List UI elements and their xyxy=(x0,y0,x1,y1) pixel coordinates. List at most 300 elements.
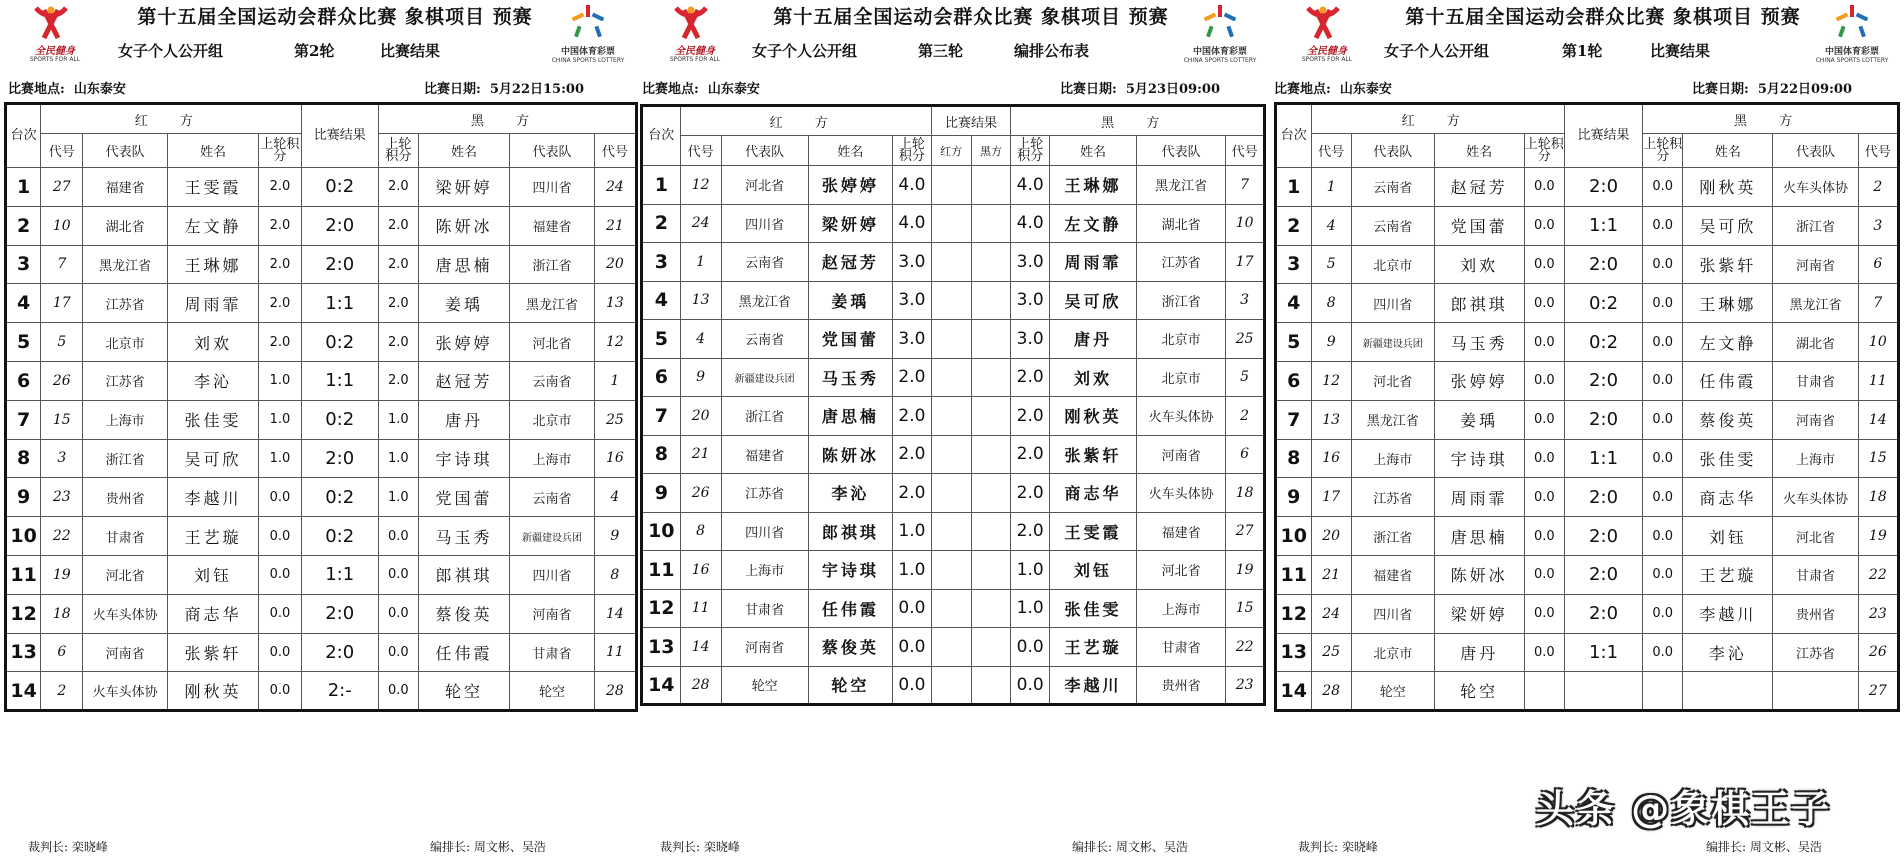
red-team: 上海市 xyxy=(1351,439,1434,478)
code-header: 代号 xyxy=(1311,134,1351,168)
black-code: 7 xyxy=(1858,284,1898,323)
black-team: 黑龙江省 xyxy=(510,284,594,323)
red-prev-points: 4.0 xyxy=(893,166,932,205)
table-number: 12 xyxy=(6,594,41,633)
round-label: 第三轮 xyxy=(918,42,964,60)
red-team: 四川省 xyxy=(1351,594,1434,633)
red-prev-points: 0.0 xyxy=(1524,478,1564,517)
red-code: 15 xyxy=(41,400,83,439)
table-number: 3 xyxy=(6,245,41,284)
team-header: 代表队 xyxy=(721,136,808,166)
table-row xyxy=(642,589,1265,628)
match-result: 2:0 xyxy=(1564,555,1642,594)
black-code: 19 xyxy=(1226,551,1265,590)
results-table xyxy=(1274,102,1900,712)
red-name: 李沁 xyxy=(167,361,258,400)
arranger-label: 编排长: 周文彬、吴浩 xyxy=(1706,840,1822,854)
red-team: 江苏省 xyxy=(721,474,808,513)
red-prev-points: 0.0 xyxy=(1524,245,1564,284)
black-code: 16 xyxy=(594,439,636,478)
black-team: 湖北省 xyxy=(1136,204,1225,243)
match-result: 1:1 xyxy=(1564,439,1642,478)
pairings-body xyxy=(642,166,1265,705)
black-team: 浙江省 xyxy=(1773,206,1858,245)
black-team: 贵州省 xyxy=(1773,594,1858,633)
red-name: 张婷婷 xyxy=(1434,361,1524,400)
red-code: 11 xyxy=(680,589,721,628)
black-code: 26 xyxy=(1858,633,1898,672)
red-name: 梁妍婷 xyxy=(808,204,893,243)
table-number: 14 xyxy=(6,672,41,711)
match-result: 0:2 xyxy=(301,323,378,362)
table-number: 13 xyxy=(642,628,681,667)
red-code: 8 xyxy=(680,512,721,551)
name-header: 姓名 xyxy=(808,136,893,166)
red-name: 郎祺琪 xyxy=(1434,284,1524,323)
match-result: 2:0 xyxy=(1564,517,1642,556)
black-name: 任伟霞 xyxy=(418,633,509,672)
red-code: 22 xyxy=(41,517,83,556)
black-prev-points: 2.0 xyxy=(378,323,418,362)
black-prev-points: 1.0 xyxy=(378,478,418,517)
sheet-round2-results xyxy=(0,0,640,857)
table-number: 2 xyxy=(642,204,681,243)
black-name: 王琳娜 xyxy=(1050,166,1137,205)
black-code: 25 xyxy=(1226,320,1265,359)
table-row xyxy=(642,397,1265,436)
red-code: 2 xyxy=(41,672,83,711)
black-name: 陈妍冰 xyxy=(418,206,509,245)
red-team: 新疆建设兵团 xyxy=(721,358,808,397)
red-prev-points: 2.0 xyxy=(893,397,932,436)
black-prev-points: 0.0 xyxy=(1011,628,1050,667)
black-code: 22 xyxy=(1858,555,1898,594)
match-result: 1:1 xyxy=(1564,206,1642,245)
red-code: 9 xyxy=(1311,323,1351,362)
black-name: 张婷婷 xyxy=(418,323,509,362)
results-body xyxy=(6,168,637,711)
sports-for-all-logo: 全民健身 SPORTS FOR ALL xyxy=(654,4,734,64)
black-name: 左文静 xyxy=(1050,204,1137,243)
black-team: 火车头体协 xyxy=(1136,474,1225,513)
black-name: 王艺璇 xyxy=(1683,555,1773,594)
black-result xyxy=(971,166,1011,205)
black-prev-points: 4.0 xyxy=(1011,166,1050,205)
red-team: 河北省 xyxy=(1351,361,1434,400)
red-code: 23 xyxy=(41,478,83,517)
red-name: 赵冠芳 xyxy=(1434,168,1524,207)
black-prev-points: 0.0 xyxy=(1643,555,1683,594)
red-team: 云南省 xyxy=(721,243,808,282)
red-name: 宇诗琪 xyxy=(808,551,893,590)
table-number: 8 xyxy=(642,435,681,474)
black-prev-points: 0.0 xyxy=(1643,594,1683,633)
table-number: 9 xyxy=(642,474,681,513)
red-prev-points: 2.0 xyxy=(259,206,301,245)
red-name: 李沁 xyxy=(808,474,893,513)
red-prev-points: 4.0 xyxy=(893,204,932,243)
match-result: 2:0 xyxy=(1564,594,1642,633)
black-code: 14 xyxy=(594,594,636,633)
table-number: 10 xyxy=(6,517,41,556)
results-body xyxy=(1276,168,1899,711)
match-result: 0:2 xyxy=(301,400,378,439)
red-prev-points: 0.0 xyxy=(893,666,932,705)
black-result xyxy=(971,666,1011,705)
red-name: 刘欢 xyxy=(167,323,258,362)
red-name: 姜瑀 xyxy=(1434,400,1524,439)
black-code: 10 xyxy=(1226,204,1265,243)
black-result xyxy=(971,628,1011,667)
black-code: 25 xyxy=(594,400,636,439)
black-name: 赵冠芳 xyxy=(418,361,509,400)
red-team: 轮空 xyxy=(721,666,808,705)
black-name: 王雯霞 xyxy=(1050,512,1137,551)
table-number: 3 xyxy=(642,243,681,282)
table-number: 12 xyxy=(1276,594,1312,633)
red-result xyxy=(931,512,971,551)
red-code: 12 xyxy=(680,166,721,205)
sheet-title: 第十五届全国运动会群众比赛 象棋项目 预赛 xyxy=(1405,6,1801,28)
black-team: 河南省 xyxy=(1773,245,1858,284)
black-code: 19 xyxy=(1858,517,1898,556)
black-code: 14 xyxy=(1858,400,1898,439)
match-result: 2:0 xyxy=(301,633,378,672)
red-code: 12 xyxy=(1311,361,1351,400)
black-team: 福建省 xyxy=(510,206,594,245)
black-name: 李越川 xyxy=(1050,666,1137,705)
black-code: 1 xyxy=(594,361,636,400)
red-code: 16 xyxy=(1311,439,1351,478)
black-code: 27 xyxy=(1858,672,1898,711)
red-code: 13 xyxy=(680,281,721,320)
black-code: 12 xyxy=(594,323,636,362)
referee-label: 裁判长: 栾晓峰 xyxy=(1298,840,1378,854)
red-name: 蔡俊英 xyxy=(808,628,893,667)
table-number: 12 xyxy=(642,589,681,628)
name-header: 姓名 xyxy=(1050,136,1137,166)
code-header: 代号 xyxy=(680,136,721,166)
name-header: 姓名 xyxy=(1683,134,1773,168)
red-prev-points: 3.0 xyxy=(893,320,932,359)
black-prev-points: 2.0 xyxy=(1011,397,1050,436)
match-result: 2:0 xyxy=(1564,361,1642,400)
black-name: 李沁 xyxy=(1683,633,1773,672)
table-number: 11 xyxy=(6,555,41,594)
red-prev-points: 0.0 xyxy=(259,672,301,711)
black-code: 18 xyxy=(1226,474,1265,513)
red-name: 宇诗琪 xyxy=(1434,439,1524,478)
black-team: 四川省 xyxy=(510,555,594,594)
red-code: 1 xyxy=(1311,168,1351,207)
black-prev-points: 2.0 xyxy=(378,245,418,284)
red-name: 陈妍冰 xyxy=(808,435,893,474)
black-prev-points: 0.0 xyxy=(1643,633,1683,672)
black-team: 浙江省 xyxy=(1136,281,1225,320)
black-code: 6 xyxy=(1226,435,1265,474)
prev-points-header: 上轮积分 xyxy=(1643,134,1683,168)
sheet-round1-results xyxy=(1272,0,1904,857)
black-result xyxy=(971,320,1011,359)
red-name: 唐思楠 xyxy=(1434,517,1524,556)
black-team: 上海市 xyxy=(1136,589,1225,628)
red-team: 浙江省 xyxy=(83,439,167,478)
red-team: 河北省 xyxy=(83,555,167,594)
red-prev-points: 0.0 xyxy=(893,589,932,628)
black-code: 27 xyxy=(1226,512,1265,551)
red-result xyxy=(931,589,971,628)
red-result-header: 红方 xyxy=(931,136,971,166)
red-name: 吴可欣 xyxy=(167,439,258,478)
red-team: 黑龙江省 xyxy=(721,281,808,320)
black-name: 姜瑀 xyxy=(418,284,509,323)
table-number: 5 xyxy=(6,323,41,362)
black-code: 23 xyxy=(1858,594,1898,633)
black-prev-points: 2.0 xyxy=(1011,435,1050,474)
result-header: 比赛结果 xyxy=(1564,104,1642,168)
red-result xyxy=(931,397,971,436)
match-result: 1:1 xyxy=(301,361,378,400)
red-prev-points: 0.0 xyxy=(259,478,301,517)
red-team: 北京市 xyxy=(83,323,167,362)
red-team: 河南省 xyxy=(83,633,167,672)
sports-for-all-logo: 全民健身 SPORTS FOR ALL xyxy=(14,4,94,64)
red-side-header: 红 方 xyxy=(41,104,301,134)
table-number: 8 xyxy=(6,439,41,478)
black-code: 9 xyxy=(594,517,636,556)
black-team: 甘肃省 xyxy=(1136,628,1225,667)
red-name: 左文静 xyxy=(167,206,258,245)
black-team: 甘肃省 xyxy=(1773,361,1858,400)
red-result xyxy=(931,204,971,243)
referee-label: 裁判长: 栾晓峰 xyxy=(660,840,740,854)
table-number: 4 xyxy=(642,281,681,320)
black-code: 5 xyxy=(1226,358,1265,397)
match-result: 2:- xyxy=(301,672,378,711)
group-label: 女子个人公开组 xyxy=(752,42,858,60)
table-number-header: 台次 xyxy=(6,104,41,168)
table-row xyxy=(6,206,637,245)
black-team: 甘肃省 xyxy=(510,633,594,672)
sheet-title: 第十五届全国运动会群众比赛 象棋项目 预赛 xyxy=(773,6,1169,28)
table-number: 1 xyxy=(1276,168,1312,207)
results-table xyxy=(4,102,638,712)
red-result xyxy=(931,358,971,397)
black-team: 黑龙江省 xyxy=(1773,284,1858,323)
black-name: 张紫轩 xyxy=(1050,435,1137,474)
arranger-label: 编排长: 周文彬、吴浩 xyxy=(1072,840,1188,854)
black-code: 18 xyxy=(1858,478,1898,517)
black-team: 河北省 xyxy=(510,323,594,362)
match-result: 0:2 xyxy=(301,478,378,517)
red-prev-points: 0.0 xyxy=(1524,206,1564,245)
black-prev-points: 4.0 xyxy=(1011,204,1050,243)
black-team: 上海市 xyxy=(1773,439,1858,478)
match-result: 1:1 xyxy=(301,555,378,594)
table-row xyxy=(6,594,637,633)
red-name: 周雨霏 xyxy=(167,284,258,323)
red-prev-points: 0.0 xyxy=(893,628,932,667)
red-name: 刚秋英 xyxy=(167,672,258,711)
black-prev-points: 1.0 xyxy=(378,439,418,478)
black-code: 2 xyxy=(1858,168,1898,207)
team-header: 代表队 xyxy=(83,134,167,168)
table-row xyxy=(642,628,1265,667)
match-result: 2:0 xyxy=(1564,400,1642,439)
black-code: 6 xyxy=(1858,245,1898,284)
black-name: 刘钰 xyxy=(1683,517,1773,556)
red-name: 王艺璇 xyxy=(167,517,258,556)
table-row xyxy=(6,555,637,594)
black-team: 湖北省 xyxy=(1773,323,1858,362)
black-name: 张佳雯 xyxy=(1050,589,1137,628)
black-name: 左文静 xyxy=(1683,323,1773,362)
table-number: 2 xyxy=(1276,206,1312,245)
black-team: 河北省 xyxy=(1773,517,1858,556)
red-code: 26 xyxy=(680,474,721,513)
kind-label: 比赛结果 xyxy=(1650,42,1711,60)
black-name: 唐丹 xyxy=(1050,320,1137,359)
black-name: 王琳娜 xyxy=(1683,284,1773,323)
black-code: 4 xyxy=(594,478,636,517)
match-result: 2:0 xyxy=(301,594,378,633)
result-header: 比赛结果 xyxy=(931,106,1011,136)
red-prev-points: 0.0 xyxy=(1524,168,1564,207)
red-prev-points: 1.0 xyxy=(893,512,932,551)
black-prev-points: 2.0 xyxy=(378,206,418,245)
black-prev-points: 0.0 xyxy=(1011,666,1050,705)
table-row xyxy=(6,323,637,362)
red-code: 24 xyxy=(1311,594,1351,633)
black-team: 浙江省 xyxy=(510,245,594,284)
red-name: 周雨霏 xyxy=(1434,478,1524,517)
black-code: 11 xyxy=(594,633,636,672)
black-code: 3 xyxy=(1858,206,1898,245)
black-result xyxy=(971,589,1011,628)
black-name: 刘钰 xyxy=(1050,551,1137,590)
black-name: 吴可欣 xyxy=(1683,206,1773,245)
red-prev-points: 0.0 xyxy=(1524,594,1564,633)
red-prev-points: 2.0 xyxy=(259,323,301,362)
red-code: 28 xyxy=(1311,672,1351,711)
red-team: 福建省 xyxy=(721,435,808,474)
match-result: 2:0 xyxy=(301,245,378,284)
red-result xyxy=(931,474,971,513)
table-number-header: 台次 xyxy=(642,106,681,166)
table-row xyxy=(1276,439,1899,478)
round-label: 第2轮 xyxy=(294,42,335,60)
black-team: 河南省 xyxy=(1136,435,1225,474)
red-prev-points: 2.0 xyxy=(893,358,932,397)
red-name: 马玉秀 xyxy=(808,358,893,397)
table-number: 6 xyxy=(6,361,41,400)
red-code: 10 xyxy=(41,206,83,245)
sheet-title: 第十五届全国运动会群众比赛 象棋项目 预赛 xyxy=(137,6,533,28)
table-row xyxy=(6,633,637,672)
sports-lottery-logo: 中国体育彩票 CHINA SPORTS LOTTERY xyxy=(1814,4,1890,66)
black-code: 2 xyxy=(1226,397,1265,436)
name-header: 姓名 xyxy=(418,134,509,168)
red-result xyxy=(931,281,971,320)
venue-label: 比赛地点: 山东泰安 xyxy=(8,82,126,97)
match-result: 0:2 xyxy=(301,168,378,207)
red-code: 7 xyxy=(41,245,83,284)
red-code: 5 xyxy=(41,323,83,362)
table-number: 7 xyxy=(642,397,681,436)
black-prev-points: 0.0 xyxy=(1643,206,1683,245)
match-result: 1:1 xyxy=(301,284,378,323)
black-name: 张佳雯 xyxy=(1683,439,1773,478)
red-team: 黑龙江省 xyxy=(1351,400,1434,439)
black-prev-points: 2.0 xyxy=(378,284,418,323)
venue-label: 比赛地点: 山东泰安 xyxy=(642,82,760,97)
table-row xyxy=(1276,517,1899,556)
black-team: 北京市 xyxy=(1136,320,1225,359)
black-result xyxy=(971,512,1011,551)
red-code: 8 xyxy=(1311,284,1351,323)
black-name: 蔡俊英 xyxy=(418,594,509,633)
black-team: 四川省 xyxy=(510,168,594,207)
red-name: 张佳雯 xyxy=(167,400,258,439)
black-name: 商志华 xyxy=(1050,474,1137,513)
date-label: 比赛日期: 5月22日15:00 xyxy=(424,82,584,97)
prev-points-header: 上轮积分 xyxy=(893,136,932,166)
red-name: 王雯霞 xyxy=(167,168,258,207)
table-number: 4 xyxy=(6,284,41,323)
red-prev-points: 0.0 xyxy=(1524,517,1564,556)
table-number: 2 xyxy=(6,206,41,245)
red-side-header: 红 方 xyxy=(1311,104,1564,134)
table-number: 4 xyxy=(1276,284,1312,323)
table-row xyxy=(6,517,637,556)
red-code: 13 xyxy=(1311,400,1351,439)
red-code: 14 xyxy=(680,628,721,667)
pairings-table xyxy=(640,104,1266,706)
black-team: 河南省 xyxy=(510,594,594,633)
kind-label: 编排公布表 xyxy=(1014,42,1090,60)
black-name: 党国蕾 xyxy=(418,478,509,517)
red-code: 25 xyxy=(1311,633,1351,672)
table-number: 8 xyxy=(1276,439,1312,478)
red-team: 贵州省 xyxy=(83,478,167,517)
red-team: 四川省 xyxy=(721,204,808,243)
red-result xyxy=(931,166,971,205)
match-result: 0:2 xyxy=(1564,284,1642,323)
match-result xyxy=(1564,672,1642,711)
black-team: 江苏省 xyxy=(1773,633,1858,672)
table-number: 11 xyxy=(642,551,681,590)
table-row xyxy=(642,320,1265,359)
black-prev-points: 0.0 xyxy=(378,633,418,672)
red-name: 刘欢 xyxy=(1434,245,1524,284)
red-name: 轮空 xyxy=(1434,672,1524,711)
black-prev-points: 0.0 xyxy=(1643,245,1683,284)
black-team: 北京市 xyxy=(510,400,594,439)
sports-for-all-logo: 全民健身 SPORTS FOR ALL xyxy=(1286,4,1366,64)
table-row xyxy=(6,284,637,323)
black-result-header: 黑方 xyxy=(971,136,1011,166)
date-label: 比赛日期: 5月22日09:00 xyxy=(1692,82,1852,97)
table-row xyxy=(1276,245,1899,284)
black-prev-points: 0.0 xyxy=(1643,361,1683,400)
black-code: 21 xyxy=(594,206,636,245)
red-prev-points: 0.0 xyxy=(259,633,301,672)
black-prev-points: 0.0 xyxy=(1643,284,1683,323)
black-team: 上海市 xyxy=(510,439,594,478)
table-row xyxy=(1276,206,1899,245)
red-prev-points: 2.0 xyxy=(893,474,932,513)
red-code: 16 xyxy=(680,551,721,590)
